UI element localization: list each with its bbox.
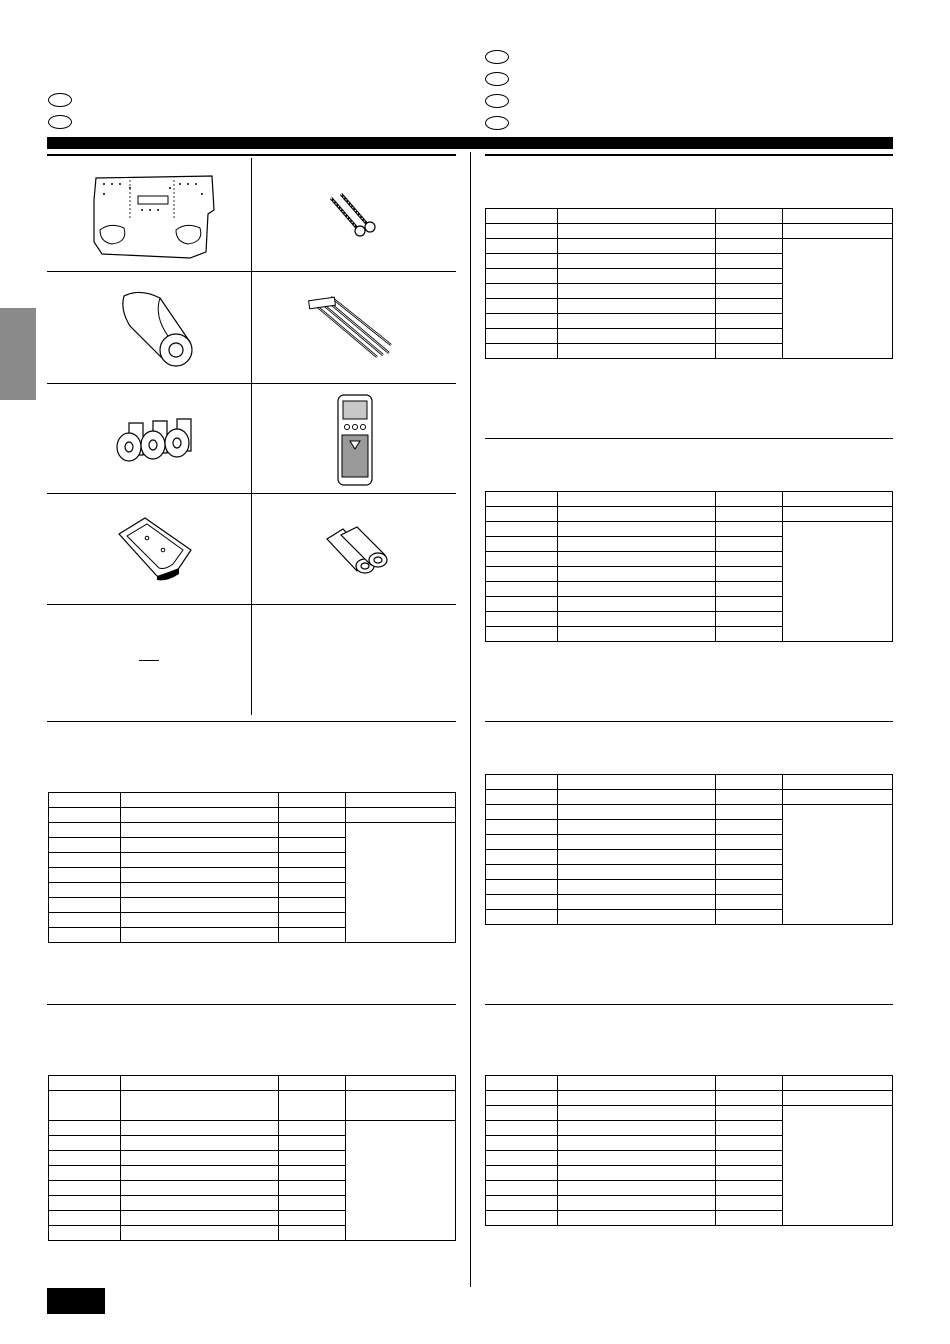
table-cell [49,913,121,928]
table-row [486,1106,893,1121]
table-cell [486,1151,558,1166]
table-cell [121,823,279,838]
table-row [486,239,893,254]
table-cell [121,838,279,853]
table-row [486,507,893,522]
language-marker-right-4 [485,116,509,130]
table-header-cell [558,492,716,507]
table-cell [558,552,716,567]
table-cell [486,910,558,925]
table-cell [716,239,783,254]
table-cell [558,582,716,597]
table-header-row [49,793,456,808]
table-cell [558,880,716,895]
table-cell [121,1211,279,1226]
table-cell [558,910,716,925]
table-header-cell [558,209,716,224]
table-cell [558,284,716,299]
table-cell [716,1166,783,1181]
table-cell [486,254,558,269]
table-cell [49,1226,121,1241]
table-cell [121,1151,279,1166]
table-header-cell [486,1076,558,1091]
table-header-cell [783,1076,893,1091]
table-cell [716,567,783,582]
header-bar [47,137,893,149]
language-marker-left-1 [48,93,72,107]
table-cell [558,537,716,552]
table-cell [486,895,558,910]
table-cell [716,269,783,284]
table-cell [716,835,783,850]
table-cell [121,1196,279,1211]
table-cell [716,1091,783,1106]
accessories-row-rule [47,493,456,494]
table-cell [486,850,558,865]
table-cell [486,344,558,359]
table-cell [716,537,783,552]
table-header-cell [279,793,346,808]
table-cell [558,895,716,910]
table-merged-cell [783,522,893,642]
table-cell [716,790,783,805]
table-row [486,805,893,820]
table-row [486,522,893,537]
table-cell [49,1136,121,1151]
table-cell [716,805,783,820]
table-cell [486,269,558,284]
table-cell [49,1181,121,1196]
table-cell [783,1091,893,1106]
table-header-cell [783,775,893,790]
table-cell [716,1106,783,1121]
table-header-cell [783,209,893,224]
table-cell [716,299,783,314]
table-cell [558,612,716,627]
table-cell [558,507,716,522]
table-cell [486,790,558,805]
table-row [49,823,456,838]
table-cell [558,1151,716,1166]
table-cell [279,898,346,913]
table-cell [486,1091,558,1106]
table-cell [716,865,783,880]
table-cell [279,808,346,823]
table-header-cell [716,209,783,224]
table-header-row [49,1076,456,1091]
table-cell [49,1091,121,1121]
table-cell [279,868,346,883]
spec-table [48,1075,456,1241]
table-cell [558,329,716,344]
table-header-row [486,1076,893,1091]
table-cell [558,254,716,269]
table-cell [121,1091,279,1121]
table-cell [716,582,783,597]
table-cell [486,1166,558,1181]
section-top-rule [485,154,893,156]
table-cell [49,883,121,898]
table-cell [716,1196,783,1211]
remote-controller-icon [320,392,390,488]
table-cell [121,853,279,868]
table-cell [486,835,558,850]
table-cell [558,597,716,612]
table-cell [486,567,558,582]
installation-plate-icon [80,168,230,263]
page-number-box [47,1288,105,1314]
table-header-cell [486,492,558,507]
table-cell [121,1136,279,1151]
table-cell [558,314,716,329]
accessories-row-rule [47,383,456,384]
table-cell [486,537,558,552]
table-header-cell [783,492,893,507]
side-tab [0,308,36,400]
dash-icon [139,660,159,661]
table-cell [716,895,783,910]
table-cell [486,805,558,820]
section-rule [485,438,893,439]
table-row [486,790,893,805]
table-cell [486,284,558,299]
table-cell [121,1181,279,1196]
table-header-cell [716,1076,783,1091]
table-cell [121,808,279,823]
spec-table [48,792,456,943]
table-cell [121,883,279,898]
table-cell [279,1226,346,1241]
table-cell [279,1196,346,1211]
accessories-center-divider [251,158,252,715]
table-cell [486,224,558,239]
section-rule [47,1004,456,1005]
table-merged-cell [783,239,893,359]
batteries-icon [310,520,400,582]
accessories-row-rule [47,604,456,605]
accessories-row-rule [47,271,456,272]
table-cell [716,1181,783,1196]
spec-table [485,1075,893,1226]
table-cell [558,239,716,254]
table-header-row [486,775,893,790]
table-header-cell [486,209,558,224]
table-cell [121,1166,279,1181]
table-cell [486,597,558,612]
table-cell [279,1136,346,1151]
table-header-cell [279,1076,346,1091]
table-cell [716,627,783,642]
table-header-cell [346,1076,456,1091]
table-header-cell [716,775,783,790]
table-cell [486,552,558,567]
table-cell [486,1106,558,1121]
table-cell [558,790,716,805]
language-marker-right-1 [485,50,509,64]
table-cell [279,1151,346,1166]
table-cell [49,1121,121,1136]
table-cell [716,1211,783,1226]
table-cell [346,808,456,823]
table-cell [49,838,121,853]
table-header-cell [49,1076,121,1091]
table-cell [49,868,121,883]
table-row [486,1091,893,1106]
table-cell [558,1211,716,1226]
table-cell [716,880,783,895]
language-marker-right-3 [485,94,509,108]
table-cell [558,865,716,880]
table-cell [558,627,716,642]
table-cell [486,329,558,344]
table-cell [716,254,783,269]
table-header-cell [121,1076,279,1091]
table-cell [486,1121,558,1136]
table-header-cell [121,793,279,808]
cable-ties-icon [300,292,400,364]
table-cell [121,898,279,913]
table-cell [486,299,558,314]
screws-icon [300,180,410,250]
table-cell [558,224,716,239]
table-cell [279,1166,346,1181]
table-cell [486,1181,558,1196]
table-cell [121,928,279,943]
table-cell [279,1181,346,1196]
table-merged-cell [783,1106,893,1226]
table-cell [49,1196,121,1211]
table-cell [279,838,346,853]
table-cell [279,823,346,838]
table-cell [558,1166,716,1181]
pipe-cover-icon [100,283,210,375]
table-cell [279,883,346,898]
table-cell [558,344,716,359]
table-cell [783,790,893,805]
table-cell [49,1166,121,1181]
table-cell [716,1136,783,1151]
table-merged-cell [346,823,456,943]
spec-table [485,208,893,359]
table-cell [716,1121,783,1136]
table-cell [346,1091,456,1121]
table-cell [558,835,716,850]
table-cell [716,314,783,329]
table-header-cell [486,775,558,790]
table-cell [49,808,121,823]
table-merged-cell [346,1121,456,1241]
table-row [49,1091,456,1121]
table-cell [121,1121,279,1136]
table-row [49,808,456,823]
table-cell [716,224,783,239]
table-header-row [486,492,893,507]
table-cell [486,612,558,627]
table-cell [49,928,121,943]
table-cell [716,850,783,865]
table-cell [558,299,716,314]
spec-table [485,491,893,642]
table-cell [716,284,783,299]
table-cell [486,522,558,537]
column-divider [470,152,471,1287]
table-cell [486,1211,558,1226]
table-cell [121,1226,279,1241]
table-row [49,1121,456,1136]
table-cell [558,567,716,582]
table-cell [486,880,558,895]
table-cell [486,507,558,522]
table-cell [121,913,279,928]
table-cell [558,1196,716,1211]
table-cell [716,507,783,522]
table-cell [486,1196,558,1211]
table-cell [558,1136,716,1151]
table-row [486,224,893,239]
table-cell [279,1121,346,1136]
table-cell [558,1106,716,1121]
table-cell [716,344,783,359]
table-cell [49,1151,121,1166]
table-cell [558,1091,716,1106]
table-cell [783,224,893,239]
table-cell [558,522,716,537]
table-header-cell [49,793,121,808]
table-cell [486,239,558,254]
table-cell [558,1181,716,1196]
accessories-bottom-rule [47,721,456,722]
remote-holder-icon [110,512,200,584]
table-cell [558,269,716,284]
section-rule [485,721,893,722]
accessories-top-rule [47,154,456,156]
table-cell [49,853,121,868]
table-merged-cell [783,805,893,925]
table-cell [486,1136,558,1151]
table-cell [279,1091,346,1121]
table-cell [716,820,783,835]
table-cell [486,627,558,642]
language-marker-right-2 [485,72,509,86]
table-cell [716,329,783,344]
table-cell [279,913,346,928]
table-cell [716,612,783,627]
table-cell [716,1151,783,1166]
table-header-cell [716,492,783,507]
table-cell [279,853,346,868]
table-cell [558,1121,716,1136]
section-rule [485,1004,893,1005]
table-cell [49,1211,121,1226]
spec-table [485,774,893,925]
table-cell [716,522,783,537]
table-header-row [486,209,893,224]
table-header-cell [558,1076,716,1091]
table-header-cell [558,775,716,790]
table-cell [558,820,716,835]
table-cell [716,597,783,612]
table-header-cell [346,793,456,808]
table-cell [486,314,558,329]
table-cell [49,823,121,838]
table-cell [716,552,783,567]
table-cell [486,865,558,880]
table-cell [558,805,716,820]
table-cell [486,582,558,597]
table-cell [121,868,279,883]
table-cell [49,898,121,913]
table-cell [486,820,558,835]
tape-rolls-icon [100,412,210,472]
table-cell [716,910,783,925]
table-cell [783,507,893,522]
table-cell [558,850,716,865]
table-cell [279,1211,346,1226]
language-marker-left-2 [48,115,72,129]
table-cell [279,928,346,943]
